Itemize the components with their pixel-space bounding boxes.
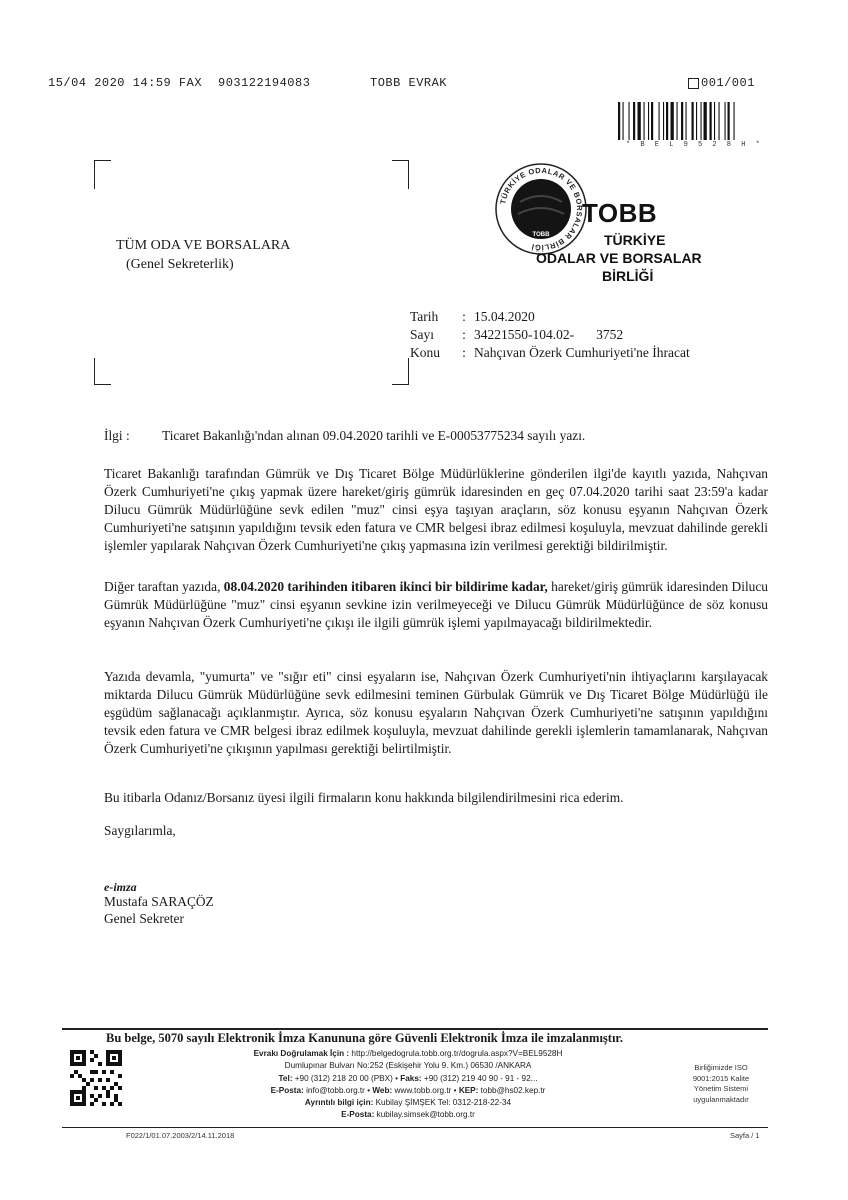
kep-value: tobb@hs02.kep.tr: [480, 1085, 546, 1095]
verify-label: Evrakı Doğrulamak İçin :: [253, 1049, 350, 1058]
web-label: Web:: [372, 1085, 393, 1095]
footer-bottom-rule: [62, 1127, 768, 1128]
tel-value: +90 (312) 218 20 00 (PBX): [294, 1073, 393, 1083]
signatory-name: Mustafa SARAÇÖZ: [104, 894, 214, 909]
email-value[interactable]: info@tobb.org.tr: [306, 1085, 365, 1095]
number-label: Sayı: [410, 327, 435, 342]
logo-line-2: ODALAR VE BORSALAR: [536, 250, 702, 266]
date-label: Tarih: [410, 309, 439, 324]
signatory-title: Genel Sekreter: [104, 911, 184, 926]
document-barcode: [618, 102, 764, 140]
contact-value: Kubilay ŞİMŞEK Tel: 0312-218-22-34: [375, 1098, 512, 1108]
quality-statement: Birliğimizde ISO 9001:2015 Kalite Yönetim Sistemi uygulanmaktadır: [692, 1063, 750, 1104]
number-colon: :: [462, 327, 466, 342]
address-corner-tl: [94, 160, 111, 189]
logo-line-3: BİRLİĞİ: [602, 268, 654, 284]
footer-esign-notice: Bu belge, 5070 sayılı Elektronik İmza Kanununa göre Güvenli Elektronik İmza ile imzalanmıştır.: [106, 1031, 623, 1045]
footer-web-line: E-Posta: info@tobb.org.tr • Web: www.tobb.org.tr • KEP: tobb@hs02.kep.tr: [270, 1085, 546, 1095]
fax-page-icon: [688, 78, 699, 89]
footer-top-rule: [62, 1028, 768, 1030]
reference-text: Ticaret Bakanlığı'ndan alınan 09.04.2020 tarihli ve E-00053775234 sayılı yazı.: [162, 428, 586, 443]
contact-email-value[interactable]: kubilay.simsek@tobb.org.tr: [376, 1110, 475, 1120]
paragraph-4: Bu itibarla Odanız/Borsanız üyesi ilgili firmaların konu hakkında bilgilendirilmesini rica ederim.: [104, 790, 624, 805]
paragraph-2-bold: 08.04.2020 tarihinden itibaren ikinci bir bildirime kadar,: [223, 579, 548, 594]
footer-contact-email-line: [218, 1109, 598, 1121]
contact-email-label: E-Posta:: [341, 1110, 375, 1120]
meta-subject-row: [410, 344, 690, 362]
footer-phone-line: Tel: +90 (312) 218 20 00 (PBX) • Faks: +90 (312) 219 40 90 - 91 - 92...: [278, 1073, 538, 1083]
fax-page-number: 001/001: [701, 76, 755, 90]
number-suffix: 3752: [596, 327, 624, 342]
seal-inner-text: TOBB: [532, 232, 550, 238]
subject-label: Konu: [410, 345, 440, 360]
fax-datetime: 15/04 2020 14:59 FAX: [48, 76, 203, 90]
paragraph-2-rest: hareket/giriş gümrük idaresinden Dilucu Gümrük Müdürlüğüne "muz" cinsi eşyanın sevkine izin verilmeyeceği ve Dilucu Gümrük Müdürlüğünce de söz konusu eşyanın Nahçıvan Özerk Cumhuriyeti'ne çıkışı ile ilgili gümrük işlemi yapılmayacağı bildirilmektedir.: [104, 579, 768, 630]
date-colon: :: [462, 309, 466, 324]
tobb-seal-logo: [494, 162, 588, 256]
paragraph-2: [104, 578, 768, 632]
barcode-code: * B E L 9 5 2 8 H *: [626, 141, 763, 149]
date-value: 15.04.2020: [474, 309, 535, 324]
seal-ring-text: TÜRKİYE ODALAR VE BORSALAR BİRLİĞİ: [498, 165, 585, 253]
paragraph-3: Yazıda devamla, "yumurta" ve "sığır eti" cinsi eşyaların ise, Nahçıvan Özerk Cumhuriyeti'nin ihtiyaçlarını karşılayacak miktarda Dilucu Gümrük Müdürlüğüne sevk edilmesini teminen Gürbulak Gümrük ve Dış Ticaret Bölge Müdürlüğü ile eşgüdüm sağlanacağı açıklanmıştır. Ayrıca, söz konusu eşyaların Nahçıvan Özerk Cumhuriyeti'ne satışının yapıldığını tevsik eden fatura ve CMR belgesi ibraz edilmek koşuluyla, mevzuat dahilinde gerekli işlemlerin tamamlanarak, Nahçıvan Özerk Cumhuriyeti'ne çıkışının yapılması gerektiği belirtilmiştir.: [104, 669, 768, 756]
address-corner-tr: [392, 160, 409, 189]
subject-value: Nahçıvan Özerk Cumhuriyeti'ne İhracat: [474, 345, 690, 360]
page-number: Sayfa / 1: [730, 1131, 760, 1140]
recipient-name: TÜM ODA VE BORSALARA: [116, 238, 291, 253]
web-value[interactable]: www.tobb.org.tr: [394, 1085, 452, 1095]
reference-line: [104, 428, 585, 444]
number-value: 34221550-104.02-: [474, 327, 575, 342]
closing: Saygılarımla,: [104, 823, 176, 838]
reference-label: İlgi :: [104, 428, 130, 443]
kep-label: KEP:: [458, 1085, 479, 1095]
address-corner-bl: [94, 358, 111, 385]
fax-number: 903122194083: [218, 76, 311, 90]
fax-label: Faks:: [400, 1073, 422, 1083]
logo-title: TOBB: [582, 198, 658, 228]
fax-value: +90 (312) 219 40 90 - 91 - 92...: [423, 1073, 538, 1083]
qr-code-icon: [70, 1050, 122, 1106]
address-corner-br: [392, 358, 409, 385]
contact-label: Ayrıntılı bilgi için:: [304, 1098, 374, 1108]
paragraph-1: Ticaret Bakanlığı tarafından Gümrük ve Dış Ticaret Bölge Müdürlüklerine gönderilen ilgi'de kayıtlı yazıda, Nahçıvan Özerk Cumhuriyeti'ne çıkış yapmak üzere hareket/giriş gümrük idaresinden en geç 07.04.2020 tarihi saat 23:59'a kadar Dilucu Gümrük Müdürlüğüne sevk edilen "muz" cinsi eşya taşıyan araçların, söz konusu eşyanın Nahçıvan Özerk Cumhuriyeti'ne satışının yapıldığını tevsik eden fatura ve CMR belgesi ibraz edilmesi koşuluyla, mevzuat dahilinde gerekli işlemler yapılarak Nahçıvan Özerk Cumhuriyeti'ne çıkış yapmasına izin verilmesi gerektiği bildirilmiştir.: [104, 466, 768, 553]
recipient-department: (Genel Sekreterlik): [126, 257, 234, 272]
e-signature-mark: e-imza: [104, 880, 137, 894]
paragraph-2-start: Diğer taraftan yazıda,: [104, 579, 224, 594]
fax-source: TOBB EVRAK: [370, 76, 448, 90]
footer-contact-block: [218, 1048, 598, 1122]
footer-contact-line: [218, 1097, 598, 1109]
footer-verify-line: [218, 1048, 598, 1060]
footer-address: Dumlupınar Bulvarı No:252 (Eskişehir Yolu 9. Km.) 06530 /ANKARA: [284, 1061, 532, 1071]
meta-number-row: [410, 326, 690, 344]
meta-date-row: [410, 308, 690, 326]
form-code: F022/1/01.07.2003/2/14.11.2018: [126, 1131, 235, 1140]
document-meta: [410, 308, 690, 362]
tel-label: Tel:: [278, 1073, 293, 1083]
fax-page: [688, 76, 755, 90]
verify-url[interactable]: http://belgedogrula.tobb.org.tr/dogrula.aspx?V=BEL9528H: [351, 1049, 563, 1058]
subject-colon: :: [462, 345, 466, 360]
logo-line-1: TÜRKİYE: [604, 232, 666, 248]
email-label: E-Posta:: [270, 1085, 304, 1095]
